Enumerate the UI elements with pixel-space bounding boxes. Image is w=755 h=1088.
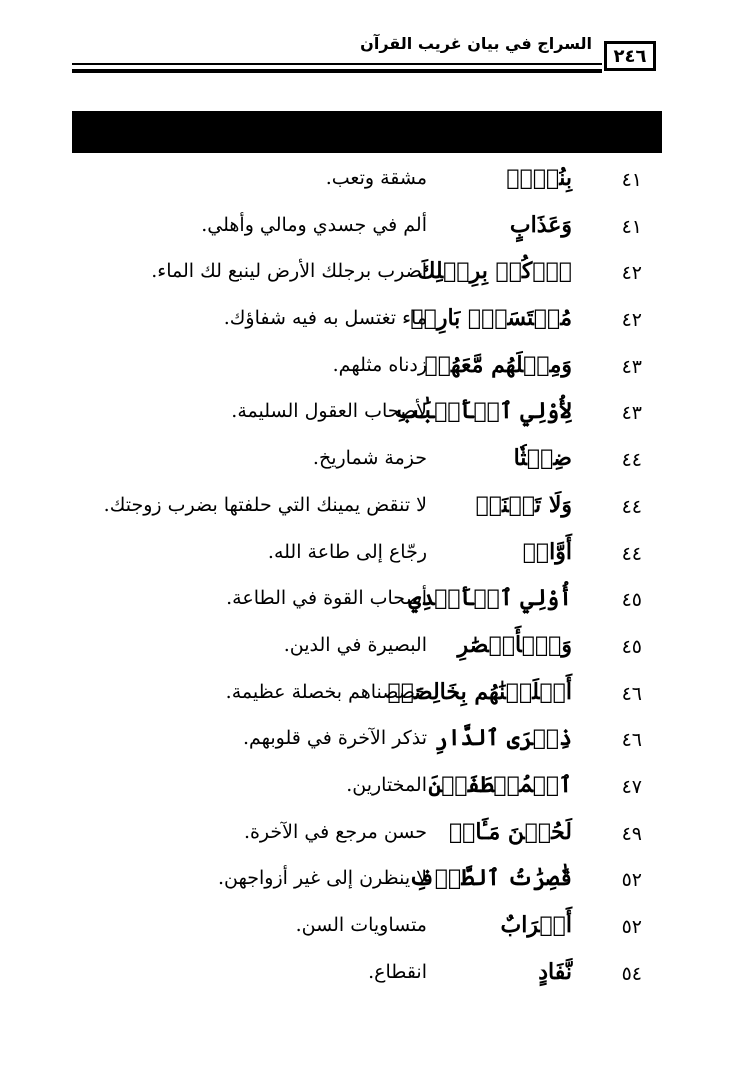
quran-term: ٱرۡكُضۡ بِرِجۡلِكَ [417, 258, 572, 285]
gloss-row [72, 208, 662, 255]
verse-number: ٤٩ [621, 822, 642, 845]
term-meaning: زدناه مثلهم. [332, 353, 427, 376]
gloss-row [72, 488, 662, 535]
gloss-row [72, 721, 662, 768]
quran-term: نَّفَادٍ [538, 958, 572, 985]
quran-term: أَتۡرَابٌ [500, 912, 572, 938]
gloss-row [72, 348, 662, 395]
quran-term: ٱلۡمُصۡطَفَيۡنَ [428, 771, 572, 798]
quran-term: وَلَا تَحۡنَثۡ [475, 491, 572, 518]
gloss-row [72, 628, 662, 675]
verse-number: ٤٦ [621, 682, 642, 705]
gloss-row [72, 254, 662, 301]
gloss-row [72, 581, 662, 628]
term-meaning: ألم في جسدي ومالي وأهلي. [201, 213, 427, 236]
quran-term: بِنُصۡبٖ [506, 165, 572, 191]
header-rule-thick [72, 69, 602, 73]
term-meaning: المختارين. [346, 773, 427, 796]
gloss-row [72, 441, 662, 488]
term-meaning: لا ينظرن إلى غير أزواجهن. [217, 867, 427, 890]
quran-term: ضِغۡثٗا [513, 445, 572, 472]
quran-term: وَمِثۡلَهُم مَّعَهُمۡ [424, 351, 572, 378]
verse-number: ٤٤ [621, 449, 642, 472]
gloss-row [72, 675, 662, 722]
verse-number: ٤٧ [621, 775, 642, 798]
verse-number: ٤١ [621, 215, 642, 238]
verse-number: ٥٢ [621, 916, 642, 938]
term-meaning: ماء تغتسل به فيه شفاؤك. [223, 307, 427, 330]
gloss-row [72, 394, 662, 441]
gloss-row [72, 535, 662, 582]
term-meaning: لا تنقض يمينك التي حلفتها بضرب زوجتك. [103, 493, 427, 516]
term-meaning: اضرب برجلك الأرض لينبع لك الماء. [151, 260, 427, 283]
verse-number: ٤٥ [621, 635, 642, 658]
quran-term: قَٰصِرَٰتُ ٱلطَّرۡفِ [409, 865, 572, 892]
verse-number: ٤٤ [621, 495, 642, 518]
book-title: السراج في بيان غريب القرآن [360, 34, 592, 53]
term-meaning: أصحاب القوة في الطاعة. [226, 587, 427, 610]
verse-number: ٥٢ [621, 869, 642, 892]
term-meaning: انقطاع. [368, 960, 427, 983]
gloss-row [72, 161, 662, 208]
quran-term: أُوْلِي ٱلۡأَيۡدِي [408, 585, 572, 612]
term-meaning: لأصحاب العقول السليمة. [231, 400, 427, 423]
page-number: ٢٤٦ [604, 41, 656, 71]
term-meaning: رجّاع إلى طاعة الله. [267, 540, 427, 563]
verse-number: ٤٣ [621, 402, 642, 425]
verse-number: ٤٦ [621, 729, 642, 752]
verse-number: ٤٣ [621, 355, 642, 378]
gloss-row [72, 955, 662, 1002]
term-meaning: متساويات السن. [295, 914, 427, 936]
verse-number: ٤٤ [621, 542, 642, 565]
term-meaning: البصيرة في الدين. [283, 633, 427, 656]
gloss-row [72, 301, 662, 348]
verse-number: ٤٢ [621, 309, 642, 332]
quran-term: لِأُوْلِي ٱلۡأَلۡبَٰبِ [395, 398, 572, 425]
verse-number: ٤٥ [621, 589, 642, 612]
quran-term: وَعَذَابٍ [509, 211, 572, 238]
quran-term: ذِكۡرَى ٱلدَّارِ [434, 725, 572, 752]
page-header [72, 28, 662, 80]
term-meaning: حسن مرجع في الآخرة. [243, 820, 427, 843]
header-rule [72, 63, 602, 65]
gloss-list [72, 161, 662, 1001]
quran-term: أَخۡلَصۡنَٰهُم بِخَالِصَةٖ [387, 678, 572, 705]
term-meaning: حزمة شماريخ. [312, 447, 427, 470]
gloss-row [72, 908, 662, 955]
verse-number: ٥٤ [621, 962, 642, 985]
term-meaning: خصصناهم بخصلة عظيمة. [225, 680, 427, 703]
verse-number: ٤١ [621, 169, 642, 191]
gloss-row [72, 768, 662, 815]
section-header-bar [72, 111, 662, 153]
term-meaning: مشقة وتعب. [325, 167, 427, 189]
gloss-row [72, 815, 662, 862]
quran-term: وَٱلۡأَبۡصَٰرِ [457, 631, 572, 658]
quran-term: أَوَّابٞ [522, 538, 572, 565]
quran-term: مُغۡتَسَلُۢ بَارِدٞ [410, 305, 572, 332]
quran-term: لَحُسۡنَ مَـَٔابٖ [448, 818, 572, 845]
verse-number: ٤٢ [621, 262, 642, 285]
term-meaning: تذكر الآخرة في قلوبهم. [242, 727, 427, 750]
gloss-row [72, 861, 662, 908]
